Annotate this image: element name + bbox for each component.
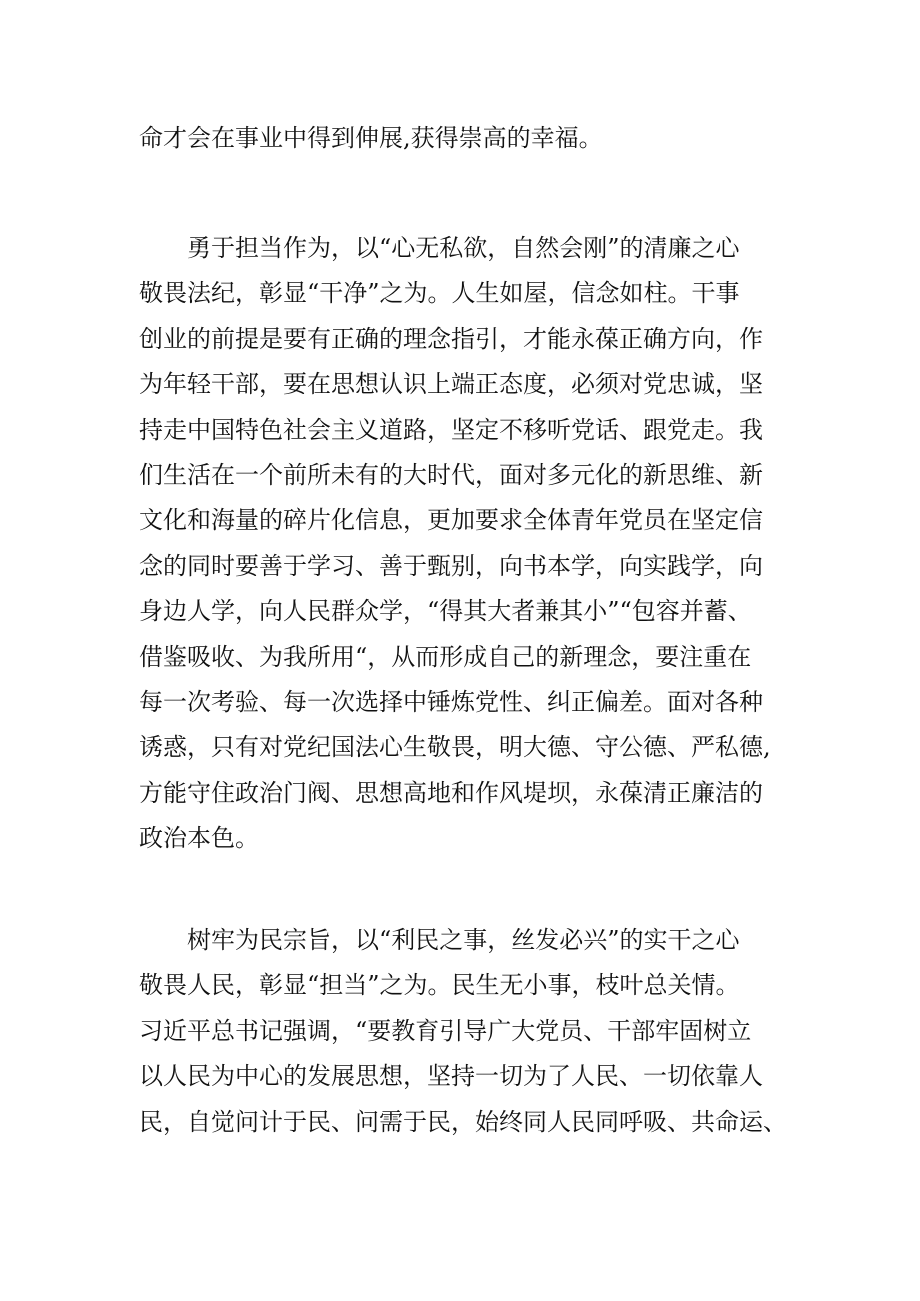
paragraph-people (139, 918, 799, 1145)
paragraph-line: 借鉴吸收、为我所用“，从而形成自己的新理念，要注重在 (139, 642, 752, 671)
paragraph-line: 为年轻干部，要在思想认识上端正态度，必须对党忠诚，坚 (139, 370, 763, 399)
paragraph-line: 文化和海量的碎片化信息，更加要求全体青年党员在坚定信 (139, 506, 763, 535)
paragraph-continuation (139, 116, 799, 161)
paragraph-line: 持走中国特色社会主义道路，坚定不移听党话、跟党走。我 (139, 415, 763, 444)
paragraph-line: 身边人学，向人民群众学，“得其大者兼其小”“包容并蓄、 (139, 597, 752, 626)
paragraph-line: 勇于担当作为，以“心无私欲，自然会刚”的清廉之心 (187, 234, 740, 262)
paragraph-line: 树牢为民宗旨，以“利民之事，丝发必兴”的实干之心 (187, 926, 740, 954)
paragraph-line: 创业的前提是要有正确的理念指引，才能永葆正确方向，作 (139, 324, 763, 353)
paragraph-integrity (139, 226, 799, 861)
paragraph-line: 命才会在事业中得到伸展,获得崇高的幸福。 (139, 124, 603, 152)
paragraph-line: 敬畏法纪，彰显“干净”之为。人生如屋，信念如柱。干事 (139, 279, 740, 308)
paragraph-line: 敬畏人民，彰显“担当”之为。民生无小事，枝叶总关情。 (139, 971, 740, 1000)
paragraph-line: 念的同时要善于学习、善于甄别，向书本学，向实践学，向 (139, 551, 763, 580)
paragraph-line: 以人民为中心的发展思想，坚持一切为了人民、一切依靠人 (139, 1062, 763, 1091)
paragraph-line: 们生活在一个前所未有的大时代，面对多元化的新思维、新 (139, 460, 763, 489)
paragraph-line: 民，自觉问计于民、问需于民，始终同人民同呼吸、共命运、 (139, 1107, 787, 1136)
paragraph-line: 政治本色。 (139, 824, 259, 853)
paragraph-line: 每一次考验、每一次选择中锤炼党性、纠正偏差。面对各种 (139, 687, 763, 716)
paragraph-line: 习近平总书记强调，“要教育引导广大党员、干部牢固树立 (139, 1016, 752, 1045)
paragraph-line: 方能守住政治门阀、思想高地和作风堤坝，永葆清正廉洁的 (139, 778, 763, 807)
paragraph-line: 诱惑，只有对党纪国法心生敬畏，明大德、守公德、严私德, (139, 733, 771, 762)
